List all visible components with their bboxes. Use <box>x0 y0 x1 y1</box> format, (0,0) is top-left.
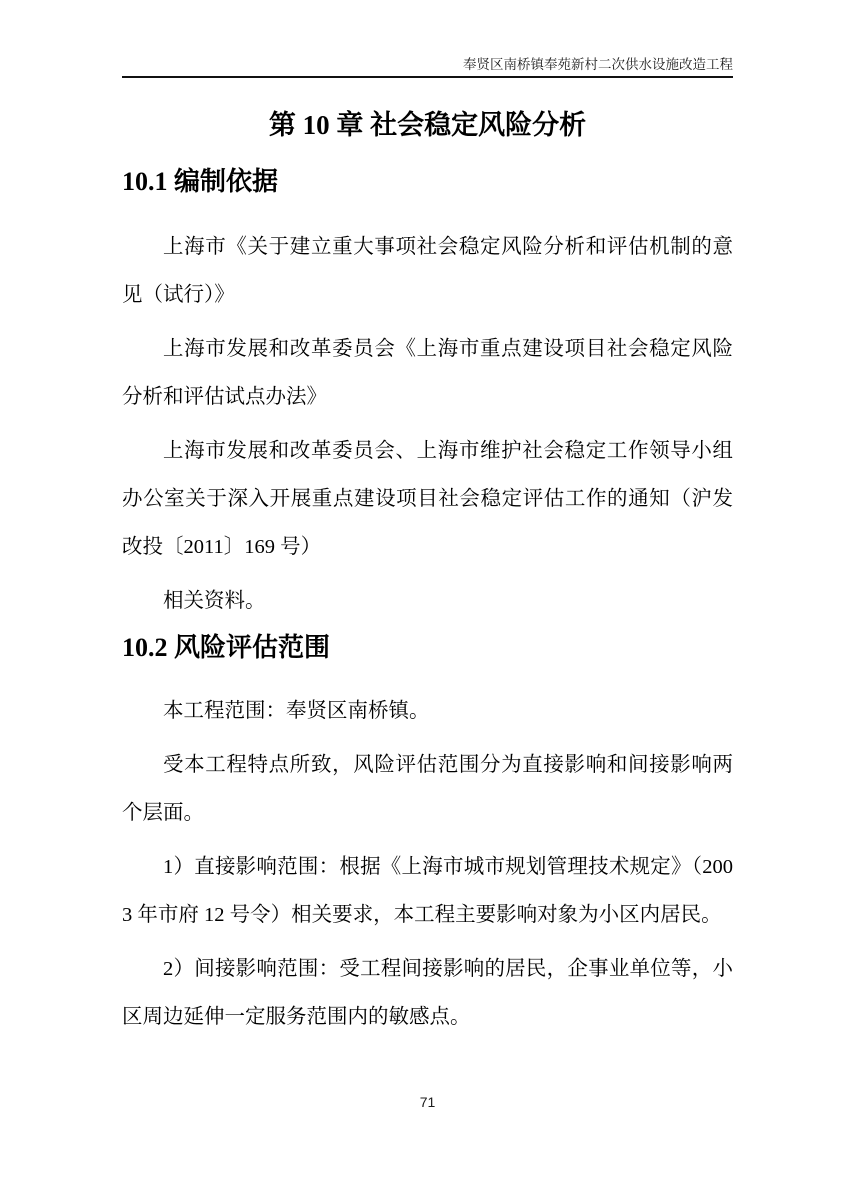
paragraph: 相关资料。 <box>163 590 266 612</box>
paragraph: 1）直接影响范围：根据《上海市城市规划管理技术规定》（2003 年市府 12 号令）相关要求，本工程主要影响对象为小区内居民。 <box>122 856 733 926</box>
section-heading-10-1: 10.1 编制依据 <box>122 167 279 196</box>
chapter-title: 第 10 章 社会稳定风险分析 <box>268 110 587 140</box>
paragraph: 2）间接影响范围：受工程间接影响的居民，企事业单位等，小区周边延伸一定服务范围内的敏感点。 <box>122 958 733 1028</box>
paragraph: 本工程范围：奉贤区南桥镇。 <box>163 700 430 722</box>
paragraph: 上海市发展和改革委员会《上海市重点建设项目社会稳定风险分析和评估试点办法》 <box>122 338 733 408</box>
page-number: 71 <box>419 1094 436 1110</box>
paragraph: 受本工程特点所致，风险评估范围分为直接影响和间接影响两个层面。 <box>122 754 733 824</box>
section-heading-10-2: 10.2 风险评估范围 <box>122 633 331 662</box>
paragraph: 上海市《关于建立重大事项社会稳定风险分析和评估机制的意见（试行）》 <box>122 236 733 306</box>
document-content <box>122 79 733 1047</box>
paragraph: 上海市发展和改革委员会、上海市维护社会稳定工作领导小组办公室关于深入开展重点建设项目社会稳定评估工作的通知（沪发改投〔2011〕169 号） <box>122 440 733 558</box>
page-header <box>122 0 733 78</box>
header-project-title: 奉贤区南桥镇奉苑新村二次供水设施改造工程 <box>463 57 733 72</box>
